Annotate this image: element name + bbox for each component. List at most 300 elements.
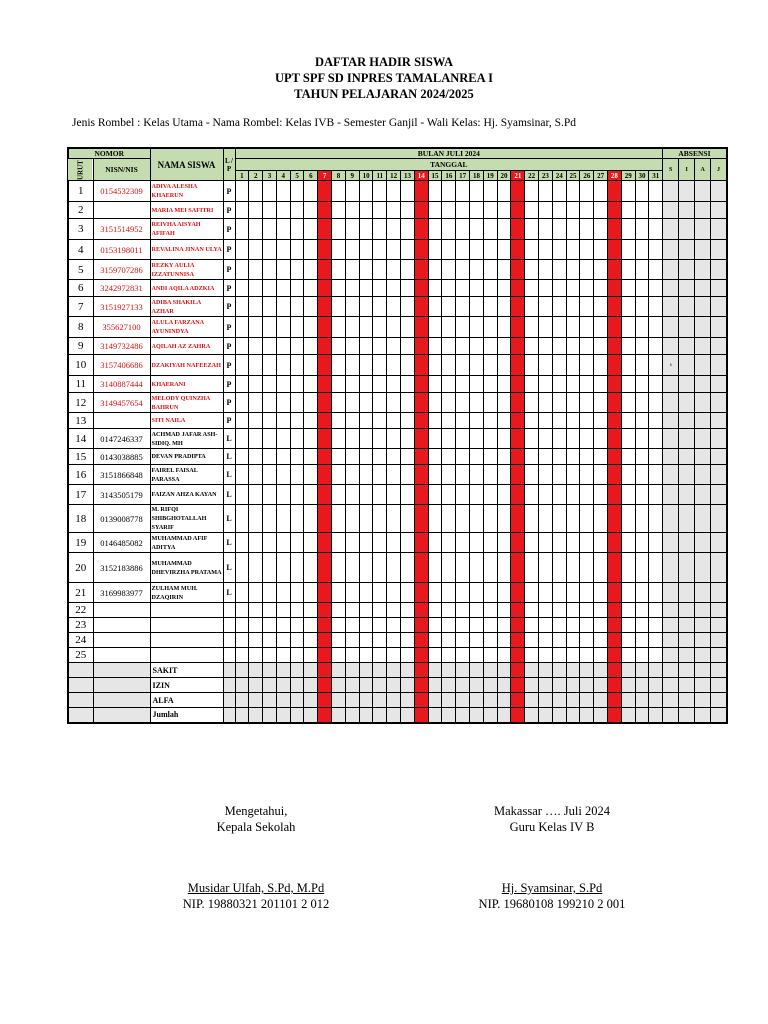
student-nis bbox=[93, 202, 150, 219]
student-gender: P bbox=[223, 413, 235, 429]
attendance-cell bbox=[580, 648, 594, 663]
attendance-cell bbox=[635, 633, 649, 648]
student-row bbox=[68, 260, 727, 280]
attendance-cell bbox=[552, 533, 566, 553]
student-name: MUHAMMAD AFIF ADITYA bbox=[150, 533, 223, 553]
attendance-cell bbox=[345, 202, 359, 219]
summary-absensi-cell bbox=[695, 663, 711, 678]
attendance-cell bbox=[276, 633, 290, 648]
attendance-cell bbox=[318, 297, 332, 317]
attendance-cell bbox=[621, 181, 635, 202]
attendance-cell bbox=[387, 429, 401, 449]
student-gender: P bbox=[223, 219, 235, 240]
attendance-cell bbox=[511, 219, 525, 240]
attendance-cell bbox=[290, 338, 304, 355]
summary-day-cell bbox=[635, 678, 649, 693]
summary-cell bbox=[68, 708, 93, 723]
attendance-cell bbox=[332, 603, 346, 618]
attendance-cell bbox=[580, 280, 594, 297]
attendance-cell bbox=[649, 297, 663, 317]
attendance-cell bbox=[483, 376, 497, 393]
day-number: 23 bbox=[539, 171, 553, 181]
absensi-cell bbox=[695, 297, 711, 317]
absensi-cell bbox=[679, 505, 695, 533]
summary-day-cell bbox=[235, 678, 249, 693]
attendance-cell bbox=[483, 618, 497, 633]
attendance-cell bbox=[401, 297, 415, 317]
student-name: REVALINA JINAN ULYA bbox=[150, 240, 223, 260]
attendance-cell bbox=[608, 376, 622, 393]
attendance-cell bbox=[594, 393, 608, 413]
summary-day-cell bbox=[456, 693, 470, 708]
attendance-cell bbox=[552, 505, 566, 533]
attendance-cell bbox=[401, 533, 415, 553]
absensi-cell bbox=[679, 202, 695, 219]
attendance-cell bbox=[608, 355, 622, 376]
student-row bbox=[68, 505, 727, 533]
absensi-cell bbox=[711, 505, 727, 533]
summary-day-cell bbox=[359, 693, 373, 708]
summary-day-cell bbox=[249, 663, 263, 678]
summary-day-cell bbox=[566, 663, 580, 678]
attendance-cell bbox=[552, 202, 566, 219]
summary-cell bbox=[223, 663, 235, 678]
summary-absensi-cell bbox=[679, 663, 695, 678]
attendance-cell bbox=[483, 240, 497, 260]
absensi-cell bbox=[679, 533, 695, 553]
attendance-cell bbox=[608, 202, 622, 219]
attendance-cell bbox=[401, 618, 415, 633]
attendance-cell bbox=[621, 633, 635, 648]
attendance-cell bbox=[456, 533, 470, 553]
attendance-cell bbox=[621, 413, 635, 429]
summary-day-cell bbox=[345, 708, 359, 723]
attendance-cell bbox=[304, 429, 318, 449]
attendance-cell bbox=[345, 240, 359, 260]
attendance-cell bbox=[428, 280, 442, 297]
summary-day-cell bbox=[235, 693, 249, 708]
attendance-cell bbox=[621, 618, 635, 633]
attendance-table bbox=[67, 147, 728, 724]
summary-day-cell bbox=[276, 693, 290, 708]
attendance-cell bbox=[345, 297, 359, 317]
attendance-cell bbox=[401, 465, 415, 485]
attendance-cell bbox=[249, 317, 263, 338]
attendance-cell bbox=[483, 633, 497, 648]
attendance-cell bbox=[470, 202, 484, 219]
attendance-cell bbox=[525, 280, 539, 297]
attendance-cell bbox=[470, 633, 484, 648]
summary-day-cell bbox=[497, 693, 511, 708]
student-nis: 3149732486 bbox=[93, 338, 150, 355]
school-name: UPT SPF SD INPRES TAMALANREA I bbox=[275, 71, 493, 85]
summary-absensi-cell bbox=[711, 693, 727, 708]
attendance-cell bbox=[566, 376, 580, 393]
attendance-cell bbox=[635, 317, 649, 338]
attendance-cell bbox=[235, 583, 249, 603]
absensi-cell bbox=[679, 449, 695, 465]
attendance-cell bbox=[566, 633, 580, 648]
absensi-cell bbox=[679, 338, 695, 355]
attendance-cell bbox=[359, 485, 373, 505]
attendance-cell bbox=[552, 260, 566, 280]
student-number: 23 bbox=[68, 618, 93, 633]
attendance-cell bbox=[332, 338, 346, 355]
student-nis: 3169983977 bbox=[93, 583, 150, 603]
summary-day-cell bbox=[511, 693, 525, 708]
attendance-cell bbox=[470, 317, 484, 338]
attendance-cell bbox=[483, 280, 497, 297]
student-number: 13 bbox=[68, 413, 93, 429]
attendance-cell bbox=[649, 219, 663, 240]
attendance-cell bbox=[318, 202, 332, 219]
absensi-cell bbox=[711, 240, 727, 260]
absensi-cell bbox=[679, 603, 695, 618]
attendance-cell bbox=[387, 297, 401, 317]
attendance-cell bbox=[290, 219, 304, 240]
attendance-cell bbox=[387, 355, 401, 376]
attendance-cell bbox=[304, 449, 318, 465]
teacher-name: Hj. Syamsinar, S.Pd bbox=[501, 881, 603, 895]
attendance-cell bbox=[497, 603, 511, 618]
absensi-cell bbox=[711, 317, 727, 338]
student-name: KHAERANI bbox=[150, 376, 223, 393]
attendance-cell bbox=[428, 355, 442, 376]
attendance-cell bbox=[580, 583, 594, 603]
attendance-cell bbox=[511, 648, 525, 663]
student-name: AQILAH AZ ZAHRA bbox=[150, 338, 223, 355]
attendance-cell bbox=[263, 260, 277, 280]
student-number: 17 bbox=[68, 485, 93, 505]
attendance-cell bbox=[345, 260, 359, 280]
attendance-cell bbox=[235, 297, 249, 317]
attendance-cell bbox=[304, 603, 318, 618]
attendance-cell bbox=[235, 603, 249, 618]
attendance-cell bbox=[539, 260, 553, 280]
student-name bbox=[150, 633, 223, 648]
absensi-cell bbox=[679, 553, 695, 583]
summary-day-cell bbox=[649, 678, 663, 693]
attendance-cell bbox=[483, 449, 497, 465]
attendance-cell bbox=[235, 260, 249, 280]
attendance-cell bbox=[621, 376, 635, 393]
attendance-cell bbox=[497, 219, 511, 240]
attendance-cell bbox=[470, 429, 484, 449]
summary-day-cell bbox=[511, 678, 525, 693]
absensi-cell bbox=[663, 338, 679, 355]
student-row bbox=[68, 633, 727, 648]
attendance-cell bbox=[552, 338, 566, 355]
attendance-cell bbox=[235, 181, 249, 202]
tanggal-header: TANGGAL bbox=[235, 159, 663, 171]
student-gender: L bbox=[223, 465, 235, 485]
day-number: 15 bbox=[428, 171, 442, 181]
absensi-cell bbox=[663, 219, 679, 240]
summary-absensi-cell bbox=[663, 678, 679, 693]
attendance-cell bbox=[387, 413, 401, 429]
attendance-cell bbox=[470, 648, 484, 663]
attendance-cell bbox=[332, 583, 346, 603]
student-gender: P bbox=[223, 376, 235, 393]
attendance-cell bbox=[414, 219, 428, 240]
attendance-cell bbox=[456, 485, 470, 505]
attendance-cell bbox=[249, 533, 263, 553]
summary-day-cell bbox=[304, 693, 318, 708]
student-name: REZKY AULIA IZZATUNNISA bbox=[150, 260, 223, 280]
attendance-cell bbox=[483, 553, 497, 583]
attendance-cell bbox=[249, 583, 263, 603]
lp-header: L / P bbox=[223, 148, 235, 181]
attendance-cell bbox=[649, 583, 663, 603]
student-row bbox=[68, 338, 727, 355]
header-row bbox=[68, 148, 727, 159]
summary-day-cell bbox=[539, 663, 553, 678]
attendance-cell bbox=[304, 485, 318, 505]
student-name: ALULA FARZANA AYUNINDYA bbox=[150, 317, 223, 338]
day-number: 1 bbox=[235, 171, 249, 181]
right-signature-block bbox=[452, 803, 652, 912]
attendance-cell bbox=[401, 355, 415, 376]
summary-day-cell bbox=[442, 678, 456, 693]
absensi-cell bbox=[711, 376, 727, 393]
attendance-cell bbox=[345, 219, 359, 240]
attendance-cell bbox=[539, 465, 553, 485]
attendance-cell bbox=[566, 260, 580, 280]
student-number: 22 bbox=[68, 603, 93, 618]
attendance-cell bbox=[345, 633, 359, 648]
attendance-cell bbox=[249, 202, 263, 219]
attendance-cell bbox=[594, 219, 608, 240]
attendance-cell bbox=[539, 429, 553, 449]
summary-day-cell bbox=[263, 708, 277, 723]
summary-day-cell bbox=[401, 693, 415, 708]
attendance-cell bbox=[373, 219, 387, 240]
attendance-cell bbox=[373, 603, 387, 618]
student-row bbox=[68, 202, 727, 219]
absensi-cell bbox=[679, 297, 695, 317]
student-nis: 3159707286 bbox=[93, 260, 150, 280]
attendance-cell bbox=[552, 449, 566, 465]
attendance-cell bbox=[332, 633, 346, 648]
attendance-cell bbox=[373, 533, 387, 553]
student-number: 10 bbox=[68, 355, 93, 376]
attendance-cell bbox=[497, 413, 511, 429]
attendance-cell bbox=[359, 280, 373, 297]
attendance-cell bbox=[428, 648, 442, 663]
attendance-cell bbox=[608, 505, 622, 533]
attendance-cell bbox=[608, 338, 622, 355]
attendance-cell bbox=[387, 202, 401, 219]
attendance-cell bbox=[332, 553, 346, 583]
attendance-cell bbox=[401, 583, 415, 603]
student-nis bbox=[93, 413, 150, 429]
student-gender bbox=[223, 618, 235, 633]
attendance-cell bbox=[511, 533, 525, 553]
attendance-cell bbox=[470, 240, 484, 260]
attendance-cell bbox=[594, 355, 608, 376]
student-gender: P bbox=[223, 240, 235, 260]
attendance-cell bbox=[401, 429, 415, 449]
attendance-cell bbox=[497, 633, 511, 648]
attendance-cell bbox=[345, 413, 359, 429]
attendance-cell bbox=[387, 505, 401, 533]
attendance-cell bbox=[511, 603, 525, 618]
attendance-cell bbox=[428, 603, 442, 618]
attendance-cell bbox=[511, 240, 525, 260]
student-name bbox=[150, 648, 223, 663]
attendance-cell bbox=[483, 648, 497, 663]
summary-cell bbox=[223, 708, 235, 723]
student-name: M. RIFQI SHIBGHOTALLAH SYARIF bbox=[150, 505, 223, 533]
summary-day-cell bbox=[387, 678, 401, 693]
nomor-header: NOMOR bbox=[68, 148, 150, 159]
attendance-cell bbox=[318, 260, 332, 280]
attendance-cell bbox=[470, 603, 484, 618]
attendance-cell bbox=[635, 533, 649, 553]
attendance-cell bbox=[332, 413, 346, 429]
attendance-cell bbox=[249, 297, 263, 317]
summary-day-cell bbox=[580, 708, 594, 723]
summary-absensi-cell bbox=[679, 708, 695, 723]
day-number: 7 bbox=[318, 171, 332, 181]
attendance-cell bbox=[276, 533, 290, 553]
attendance-cell bbox=[525, 219, 539, 240]
student-gender bbox=[223, 603, 235, 618]
attendance-cell bbox=[401, 633, 415, 648]
attendance-cell bbox=[566, 505, 580, 533]
attendance-cell bbox=[428, 413, 442, 429]
summary-day-cell bbox=[649, 693, 663, 708]
attendance-cell bbox=[511, 260, 525, 280]
summary-day-cell bbox=[414, 663, 428, 678]
absensi-cell bbox=[711, 260, 727, 280]
attendance-cell bbox=[539, 297, 553, 317]
attendance-cell bbox=[497, 280, 511, 297]
absensi-cell bbox=[711, 202, 727, 219]
summary-day-cell bbox=[414, 708, 428, 723]
attendance-cell bbox=[332, 181, 346, 202]
attendance-cell bbox=[332, 355, 346, 376]
attendance-cell bbox=[456, 393, 470, 413]
attendance-cell bbox=[470, 485, 484, 505]
summary-day-cell bbox=[608, 693, 622, 708]
absensi-cell bbox=[695, 533, 711, 553]
attendance-cell bbox=[428, 429, 442, 449]
day-number: 22 bbox=[525, 171, 539, 181]
attendance-cell bbox=[483, 181, 497, 202]
attendance-cell bbox=[414, 393, 428, 413]
attendance-cell bbox=[621, 648, 635, 663]
attendance-cell bbox=[621, 297, 635, 317]
attendance-cell bbox=[290, 355, 304, 376]
attendance-cell bbox=[401, 317, 415, 338]
attendance-cell bbox=[442, 260, 456, 280]
attendance-cell bbox=[552, 240, 566, 260]
attendance-cell bbox=[635, 465, 649, 485]
absensi-cell bbox=[695, 260, 711, 280]
attendance-cell bbox=[525, 553, 539, 583]
attendance-cell bbox=[566, 317, 580, 338]
attendance-cell bbox=[456, 449, 470, 465]
absensi-cell bbox=[679, 393, 695, 413]
summary-day-cell bbox=[621, 678, 635, 693]
attendance-cell bbox=[552, 553, 566, 583]
attendance-cell bbox=[608, 618, 622, 633]
attendance-cell bbox=[401, 648, 415, 663]
attendance-cell bbox=[276, 280, 290, 297]
student-number: 25 bbox=[68, 648, 93, 663]
attendance-cell bbox=[525, 533, 539, 553]
summary-day-cell bbox=[580, 678, 594, 693]
attendance-cell bbox=[442, 181, 456, 202]
day-number: 18 bbox=[470, 171, 484, 181]
absensi-cell bbox=[711, 533, 727, 553]
attendance-cell bbox=[290, 505, 304, 533]
attendance-cell bbox=[649, 449, 663, 465]
attendance-cell bbox=[552, 648, 566, 663]
student-row bbox=[68, 181, 727, 202]
attendance-cell bbox=[318, 465, 332, 485]
attendance-cell bbox=[552, 297, 566, 317]
attendance-cell bbox=[359, 648, 373, 663]
student-gender: P bbox=[223, 260, 235, 280]
attendance-cell bbox=[414, 553, 428, 583]
attendance-cell bbox=[580, 465, 594, 485]
attendance-cell bbox=[345, 648, 359, 663]
summary-row bbox=[68, 663, 727, 678]
day-number: 2 bbox=[249, 171, 263, 181]
attendance-cell bbox=[621, 583, 635, 603]
attendance-cell bbox=[304, 260, 318, 280]
attendance-cell bbox=[594, 429, 608, 449]
student-row bbox=[68, 240, 727, 260]
attendance-cell bbox=[552, 485, 566, 505]
attendance-cell bbox=[649, 505, 663, 533]
attendance-cell bbox=[621, 260, 635, 280]
attendance-cell bbox=[428, 297, 442, 317]
attendance-cell bbox=[428, 485, 442, 505]
attendance-cell bbox=[497, 260, 511, 280]
attendance-cell bbox=[235, 648, 249, 663]
day-number: 14 bbox=[414, 171, 428, 181]
attendance-cell bbox=[373, 338, 387, 355]
attendance-cell bbox=[594, 280, 608, 297]
attendance-cell bbox=[263, 297, 277, 317]
absensi-cell bbox=[663, 297, 679, 317]
attendance-cell bbox=[332, 317, 346, 338]
attendance-cell bbox=[359, 465, 373, 485]
summary-day-cell bbox=[594, 708, 608, 723]
attendance-cell bbox=[649, 553, 663, 583]
student-row bbox=[68, 280, 727, 297]
attendance-cell bbox=[594, 485, 608, 505]
attendance-cell bbox=[635, 297, 649, 317]
attendance-cell bbox=[332, 376, 346, 393]
student-number: 11 bbox=[68, 376, 93, 393]
student-nis: 3151514952 bbox=[93, 219, 150, 240]
attendance-cell bbox=[235, 485, 249, 505]
summary-day-cell bbox=[318, 693, 332, 708]
attendance-cell bbox=[263, 202, 277, 219]
attendance-cell bbox=[635, 181, 649, 202]
nisn-header: NISN/NIS bbox=[93, 159, 150, 181]
attendance-cell bbox=[318, 449, 332, 465]
attendance-cell bbox=[373, 485, 387, 505]
day-number: 6 bbox=[304, 171, 318, 181]
attendance-cell bbox=[235, 338, 249, 355]
absensi-cell bbox=[711, 393, 727, 413]
attendance-cell bbox=[649, 393, 663, 413]
